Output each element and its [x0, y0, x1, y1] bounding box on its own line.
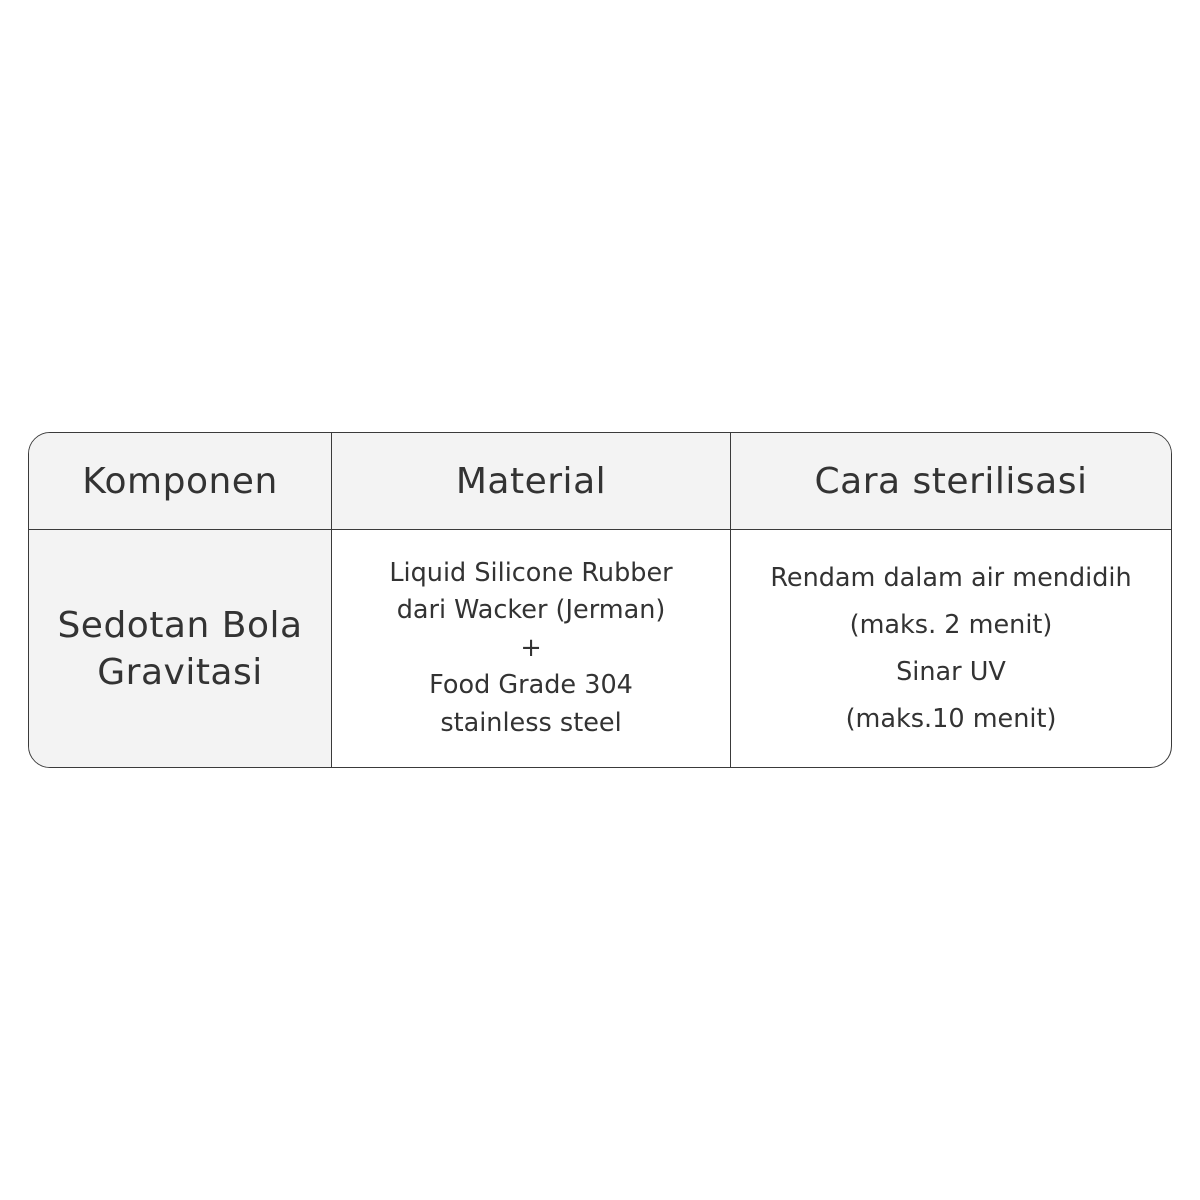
material-line-4: stainless steel: [440, 707, 622, 738]
component-name-line-1: Sedotan Bola: [57, 604, 303, 646]
material-line-3: Food Grade 304: [429, 670, 633, 701]
sterilization-line-1: Rendam dalam air mendidih: [770, 562, 1132, 593]
header-cell-sterilization: [730, 433, 1171, 530]
header-komponen: Komponen: [82, 460, 278, 502]
header-sterilization: Cara sterilisasi: [814, 460, 1088, 502]
material-line-2: dari Wacker (Jerman): [396, 595, 666, 626]
header-cell-material: [331, 433, 730, 530]
material-cell: [331, 530, 730, 767]
sterilization-cell: [730, 530, 1171, 767]
component-cell: [29, 530, 331, 767]
material-plus-sign: +: [520, 632, 542, 663]
sterilization-line-3: Sinar UV: [896, 656, 1006, 687]
sterilization-line-2: (maks. 2 menit): [849, 609, 1053, 640]
component-name-line-2: Gravitasi: [97, 651, 263, 693]
material-line-1: Liquid Silicone Rubber: [389, 557, 673, 588]
sterilization-line-4: (maks.10 menit): [845, 703, 1057, 734]
spec-table: [28, 432, 1172, 768]
header-material: Material: [455, 460, 607, 502]
header-cell-komponen: [29, 433, 331, 530]
